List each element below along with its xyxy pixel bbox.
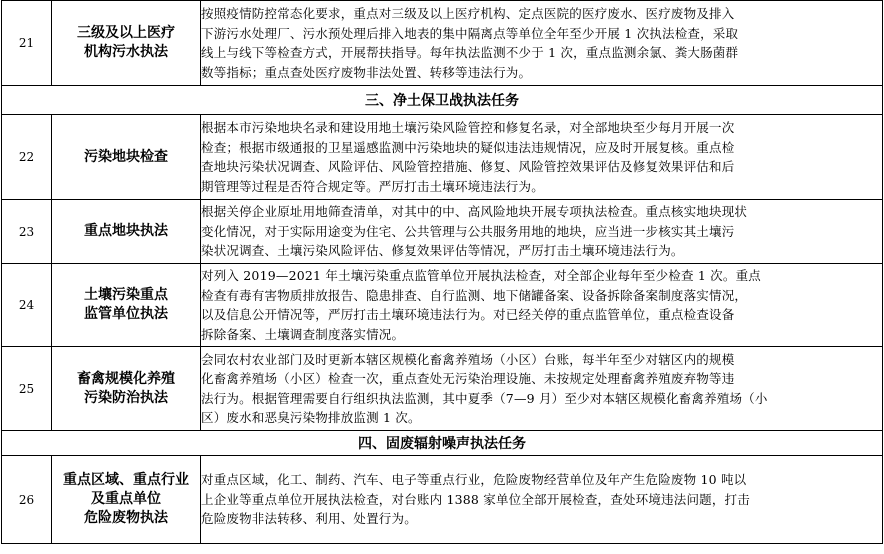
task-description	[201, 200, 883, 264]
task-name-line: 监管单位执法	[84, 306, 168, 322]
section-title: 四、固废辐射噪声执法任务	[2, 431, 883, 456]
description-line: 区）废水和恶臭污染物排放监测 1 次。	[201, 410, 421, 425]
description-line: 会同农村农业部门及时更新本辖区规模化畜禽养殖场（小区）台账，每半年至少对辖区内的规模	[201, 351, 735, 367]
description-line: 法行为。根据管理需要自行组织执法监测，其中夏季（7—9 月）至少对本辖区规模化畜禽养殖场（小	[201, 390, 768, 406]
description-line: 对列入 2019—2021 年土壤污染重点监管单位开展执法检查，对全部企业每年至少检查 1 次。重点	[201, 268, 761, 283]
row-number: 21	[2, 1, 52, 86]
task-name-line: 危险废物执法	[84, 510, 168, 526]
task-description	[201, 347, 883, 431]
row-number: 25	[2, 347, 52, 431]
table-row	[2, 200, 883, 264]
task-name	[52, 1, 201, 86]
description-line: 检查；根据市级通报的卫星遥感监测中污染地块的疑似违法违规情况，应及时开展复核。重点检	[201, 139, 735, 155]
task-description	[201, 264, 883, 347]
task-name-line: 土壤污染重点	[84, 287, 168, 303]
section-header-row	[2, 431, 883, 456]
row-number: 24	[2, 264, 52, 347]
description-line: 线上与线下等检查方式，开展帮扶指导。每年执法监测不少于 1 次，重点监测余氯、粪大肠菌群	[201, 45, 739, 60]
description-line: 化畜禽养殖场（小区）检查一次，重点查处无污染治理设施、未按规定处理畜禽养殖废弃物等违	[201, 371, 735, 386]
row-number: 26	[2, 456, 52, 544]
section-title: 三、净土保卫战执法任务	[2, 86, 883, 115]
description-line: 根据关停企业原址用地筛查清单，对其中的中、高风险地块开展专项执法检查。重点核实地块现状	[201, 204, 748, 220]
task-name	[52, 200, 201, 264]
description-line: 危险废物非法转移、利用、处置行为。	[201, 511, 417, 527]
description-line: 染状况调查、土壤污染风险评估、修复效果评估等情况，严厉打击土壤环境违法行为。	[201, 243, 684, 259]
task-description	[201, 1, 883, 86]
task-name	[52, 264, 201, 347]
description-line: 期管理等过程是否符合规定等。严厉打击土壤环境违法行为。	[201, 178, 544, 194]
description-line: 下游污水处理厂、污水预处理后排入地表的集中隔离点等单位全年至少开展 1 次执法检查，采取	[201, 25, 739, 41]
description-line: 以及信息公开情况等，严厉打击土壤环境违法行为。对已经关停的重点监管单位，重点检查设备	[201, 307, 735, 322]
task-name	[52, 456, 201, 544]
description-line: 数等指标；重点查处医疗废物非法处置、转移等违法行为。	[201, 64, 532, 80]
task-name-line: 重点地块执法	[84, 223, 168, 239]
table-row	[2, 456, 883, 544]
description-line: 检查有毒有害物质排放报告、隐患排查、自行监测、地下储罐备案、设备拆除备案制度落实情况，	[201, 287, 748, 303]
task-name-line: 三级及以上医疗	[77, 25, 175, 41]
row-number: 23	[2, 200, 52, 264]
task-name-line: 污染防治执法	[84, 389, 168, 406]
description-line: 变化情况，对于实际用途变为住宅、公共管理与公共服务用地的地块，应当进一步核实其土壤污	[201, 223, 735, 239]
table-row	[2, 264, 883, 347]
task-name-line: 机构污水执法	[84, 44, 168, 60]
table-row	[2, 115, 883, 200]
task-description	[201, 456, 883, 544]
table-row	[2, 1, 883, 86]
task-name-line: 污染地块检查	[84, 148, 168, 165]
enforcement-task-table	[1, 0, 883, 544]
task-name-line: 及重点单位	[91, 491, 161, 507]
description-line: 查地块污染状况调查、风险评估、风险管控措施、修复、风险管控效果评估及修复效果评估和后	[201, 159, 735, 174]
description-line: 根据本市污染地块名录和建设用地土壤污染风险管控和修复名录，对全部地块至少每月开展一次	[201, 120, 735, 135]
task-name-line: 畜禽规模化养殖	[77, 370, 175, 387]
description-line: 对重点区域，化工、制药、汽车、电子等重点行业，危险废物经营单位及年产生危险废物 10 吨以	[201, 472, 747, 488]
row-number: 22	[2, 115, 52, 200]
description-line: 拆除备案、土壤调查制度落实情况。	[201, 326, 405, 342]
description-line: 上企业等重点单位开展执法检查，对台账内 1388 家单位全部开展检查，查处环境违法问题，打击	[201, 491, 750, 507]
task-name	[52, 347, 201, 431]
task-description	[201, 115, 883, 200]
task-name	[52, 115, 201, 200]
table-row	[2, 347, 883, 431]
task-name-line: 重点区域、重点行业	[63, 472, 189, 488]
section-header-row	[2, 86, 883, 115]
description-line: 按照疫情防控常态化要求，重点对三级及以上医疗机构、定点医院的医疗废水、医疗废物及排入	[201, 6, 735, 21]
